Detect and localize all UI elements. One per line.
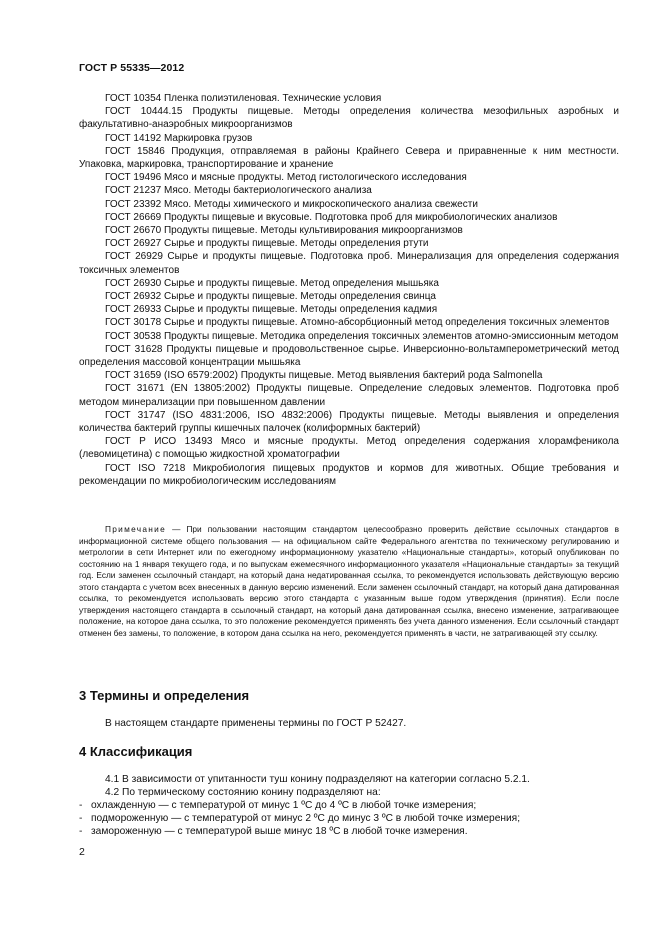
reference-item: ГОСТ 26670 Продукты пищевые. Методы культивирования микроорганизмов <box>105 225 463 237</box>
reference-item: ГОСТ 23392 Мясо. Методы химического и микроскопического анализа свежести <box>105 198 478 210</box>
reference-item: ГОСТ 30538 Продукты пищевые. Методика определения токсичных элементов атомно-эмиссионным методом <box>105 330 619 342</box>
reference-item: ГОСТ 26669 Продукты пищевые и вкусовые. Подготовка проб для микробиологических анализов <box>105 211 558 223</box>
reference-item: ГОСТ 21237 Мясо. Методы бактериологического анализа <box>105 185 372 197</box>
reference-item: ГОСТ 26927 Сырье и продукты пищевые. Методы определения ртути <box>105 238 429 250</box>
reference-item: ГОСТ 31628 Продукты пищевые и продовольственное сырье. Инверсионно-вольтамперометрический метод определения массовой концентрации мышьяка <box>79 343 619 369</box>
section-4-body <box>79 773 619 838</box>
reference-item: ГОСТ 30178 Сырье и продукты пищевые. Атомно-абсорбционный метод определения токсичных элементов <box>105 317 610 329</box>
reference-item: ГОСТ 31747 (ISO 4831:2006, ISO 4832:2006) Продукты пищевые. Методы выявления и определения количества бактерий группы кишечных палочек (колиформных бактерий) <box>79 409 619 435</box>
dash-bullet: - <box>79 826 83 837</box>
note-text: — При пользовании настоящим стандартом целесообразно проверить действие ссылочных стандартов в информационной системе общего пользования — на официальном сайте Федерального агентства по техническому регулированию и метрологии в сети Интернет или по ежегодному информационному указателю «Национальные стандарты», который опубликован по состоянию на 1 января текущего года, и по выпускам ежемесячного информационного указателя «Национальные стандарты» за текущий год. Если заменен ссылочный стандарт, на который дана недатированная ссылка, то рекомендуется использовать действующую версию этого стандарта с учетом всех внесенных в данную версию изменений. Если заменен ссылочный стандарт, на который дана датированная ссылка, то рекомендуется использовать версию этого стандарта с указанным выше годом утверждения (принятия). Если после утверждения настоящего стандарта в ссылочный стандарт, на который дана датированная ссылка, внесено изменение, затрагивающее положение, на которое дана ссылка, то это положение рекомендуется применять без учета данного изменения. Если ссылочный стандарт отменен без замены, то положение, в котором дана ссылка на него, рекомендуется применять в части, не затрагивающей эту ссылку. <box>79 524 619 638</box>
clause-4-2: 4.2 По термическому состоянию конину подразделяют на: <box>105 787 381 798</box>
section-3-text: В настоящем стандарте применены термины по ГОСТ Р 52427. <box>105 718 407 729</box>
reference-item: ГОСТ 31671 (EN 13805:2002) Продукты пищевые. Определение следовых элементов. Подготовка проб методом минерализации при повышенном давлении <box>79 383 619 408</box>
dash-bullet: - <box>79 813 83 824</box>
reference-item: ГОСТ 26930 Сырье и продукты пищевые. Метод определения мышьяка <box>105 277 439 289</box>
normative-references-list <box>79 92 619 488</box>
reference-item: ГОСТ 15846 Продукция, отправляемая в районы Крайнего Севера и приравненные к ним местности. Упаковка, маркировка, транспортирование и хранение <box>79 145 619 171</box>
reference-item: ГОСТ 19496 Мясо и мясные продукты. Метод гистологического исследования <box>105 172 467 184</box>
list-item <box>79 799 619 812</box>
dash-bullet: - <box>79 800 83 811</box>
list-item <box>79 825 619 838</box>
reference-item: ГОСТ 14192 Маркировка грузов <box>105 132 253 144</box>
reference-item: ГОСТ 26929 Сырье и продукты пищевые. Подготовка проб. Минерализация для определения содержания токсичных элементов <box>79 251 619 276</box>
clause-4-1: 4.1 В зависимости от упитанности туш конину подразделяют на категории согласно 5.2.1. <box>105 774 530 785</box>
document-id-header: ГОСТ Р 55335—2012 <box>79 62 185 74</box>
reference-item: ГОСТ 10444.15 Продукты пищевые. Методы определения количества мезофильных аэробных и факультативно-анаэробных микроорганизмов <box>79 106 619 131</box>
reference-item: ГОСТ 26932 Сырье и продукты пищевые. Методы определения свинца <box>105 291 436 303</box>
reference-item: ГОСТ 10354 Пленка полиэтиленовая. Технические условия <box>105 93 382 104</box>
reference-item: ГОСТ 26933 Сырье и продукты пищевые. Методы определения кадмия <box>105 304 438 316</box>
note-label: Примечание <box>105 524 167 534</box>
list-item-text: подмороженную — с температурой от минус 2 ºС до минус 3 ºС в любой точке измерения; <box>91 813 521 824</box>
list-item-text: охлажденную — с температурой от минус 1 ºС до 4 ºС в любой точке измерения; <box>91 800 477 811</box>
page-number: 2 <box>79 846 85 858</box>
section-3-heading: 3 Термины и определения <box>79 688 250 703</box>
section-4-heading: 4 Классификация <box>79 744 193 759</box>
reference-item: ГОСТ ISO 7218 Микробиология пищевых продуктов и кормов для животных. Общие требования и рекомендации по микробиологическим исследованиям <box>79 462 619 487</box>
reference-item: ГОСТ Р ИСО 13493 Мясо и мясные продукты. Метод определения содержания хлорамфеникола (левомицетина) с помощью жидкостной хроматографии <box>79 436 619 461</box>
thermal-state-list <box>79 799 619 838</box>
reference-item: ГОСТ 31659 (ISO 6579:2002) Продукты пищевые. Метод выявления бактерий рода Salmonella <box>105 370 543 382</box>
list-item <box>79 812 619 825</box>
list-item-text: замороженную — с температурой выше минус 18 ºС в любой точке измерения. <box>91 826 468 837</box>
references-note <box>79 524 619 639</box>
